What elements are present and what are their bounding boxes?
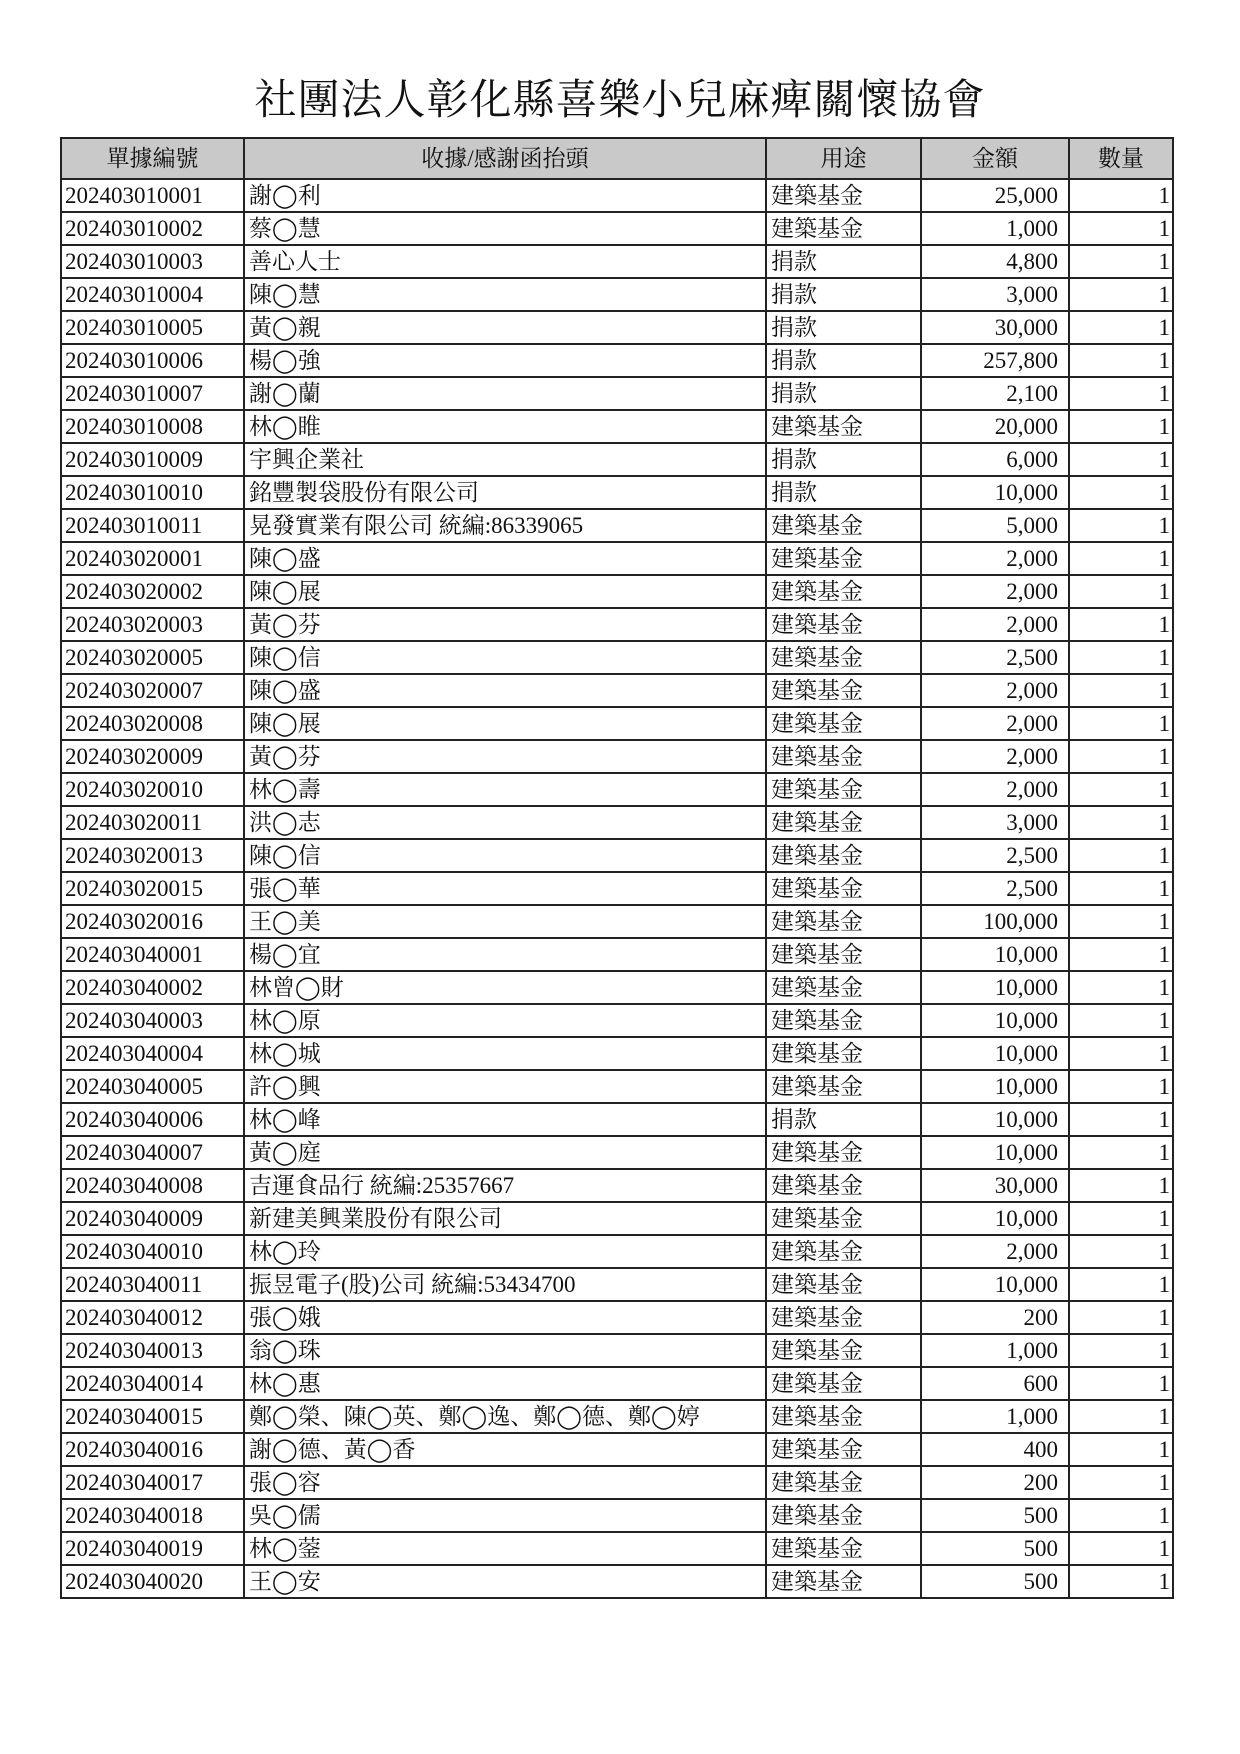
table-row: [61, 1466, 1173, 1499]
cell-purpose: 捐款: [766, 1103, 921, 1136]
table-row: [61, 1334, 1173, 1367]
table-header-row: [61, 138, 1173, 179]
cell-quantity: 1: [1069, 674, 1173, 707]
cell-purpose: 建築基金: [766, 971, 921, 1004]
cell-purpose: 建築基金: [766, 1235, 921, 1268]
table-row: [61, 410, 1173, 443]
cell-receipt-number: 202403040001: [61, 938, 244, 971]
cell-amount: 2,000: [921, 773, 1069, 806]
cell-amount: 2,000: [921, 542, 1069, 575]
table-body: [61, 179, 1173, 1598]
cell-purpose: 建築基金: [766, 179, 921, 212]
table-row: [61, 839, 1173, 872]
cell-amount: 400: [921, 1433, 1069, 1466]
cell-receipt-title: 謝◯德、黃◯香: [244, 1433, 766, 1466]
cell-amount: 2,000: [921, 1235, 1069, 1268]
cell-quantity: 1: [1069, 509, 1173, 542]
cell-receipt-title: 陳◯信: [244, 641, 766, 674]
cell-quantity: 1: [1069, 542, 1173, 575]
cell-receipt-title: 陳◯慧: [244, 278, 766, 311]
cell-receipt-title: 翁◯珠: [244, 1334, 766, 1367]
cell-purpose: 建築基金: [766, 1169, 921, 1202]
cell-quantity: 1: [1069, 1334, 1173, 1367]
table-row: [61, 806, 1173, 839]
cell-purpose: 建築基金: [766, 707, 921, 740]
cell-amount: 10,000: [921, 1037, 1069, 1070]
cell-amount: 10,000: [921, 938, 1069, 971]
cell-receipt-number: 202403020007: [61, 674, 244, 707]
cell-purpose: 建築基金: [766, 1004, 921, 1037]
table-row: [61, 542, 1173, 575]
cell-receipt-title: 林◯城: [244, 1037, 766, 1070]
cell-purpose: 捐款: [766, 443, 921, 476]
cell-amount: 500: [921, 1565, 1069, 1598]
cell-receipt-number: 202403010008: [61, 410, 244, 443]
cell-receipt-number: 202403040007: [61, 1136, 244, 1169]
cell-receipt-number: 202403020009: [61, 740, 244, 773]
cell-receipt-number: 202403020011: [61, 806, 244, 839]
cell-quantity: 1: [1069, 245, 1173, 278]
table-row: [61, 938, 1173, 971]
table-row: [61, 641, 1173, 674]
cell-receipt-title: 黃◯親: [244, 311, 766, 344]
document-title: 社團法人彰化縣喜樂小兒麻痺關懷協會: [254, 75, 986, 124]
cell-receipt-title: 謝◯利: [244, 179, 766, 212]
donation-table: [60, 137, 1174, 1599]
cell-amount: 2,500: [921, 872, 1069, 905]
cell-purpose: 捐款: [766, 311, 921, 344]
table-row: [61, 212, 1173, 245]
cell-amount: 200: [921, 1466, 1069, 1499]
cell-receipt-title: 陳◯信: [244, 839, 766, 872]
cell-quantity: 1: [1069, 1301, 1173, 1334]
cell-purpose: 捐款: [766, 344, 921, 377]
column-header-purpose: 用途: [766, 138, 921, 179]
cell-amount: 10,000: [921, 476, 1069, 509]
cell-amount: 2,000: [921, 740, 1069, 773]
cell-amount: 3,000: [921, 806, 1069, 839]
cell-receipt-title: 林◯蓥: [244, 1532, 766, 1565]
cell-purpose: 建築基金: [766, 1466, 921, 1499]
cell-quantity: 1: [1069, 905, 1173, 938]
cell-quantity: 1: [1069, 278, 1173, 311]
cell-quantity: 1: [1069, 707, 1173, 740]
table-row: [61, 1268, 1173, 1301]
table-row: [61, 311, 1173, 344]
cell-amount: 5,000: [921, 509, 1069, 542]
table-row: [61, 377, 1173, 410]
cell-receipt-title: 銘豐製袋股份有限公司: [244, 476, 766, 509]
cell-quantity: 1: [1069, 179, 1173, 212]
cell-purpose: 建築基金: [766, 1499, 921, 1532]
cell-receipt-number: 202403010005: [61, 311, 244, 344]
cell-receipt-title: 楊◯宜: [244, 938, 766, 971]
cell-purpose: 建築基金: [766, 1037, 921, 1070]
cell-quantity: 1: [1069, 971, 1173, 1004]
cell-amount: 200: [921, 1301, 1069, 1334]
cell-receipt-title: 張◯娥: [244, 1301, 766, 1334]
table-row: [61, 1433, 1173, 1466]
cell-receipt-number: 202403010006: [61, 344, 244, 377]
cell-quantity: 1: [1069, 938, 1173, 971]
cell-receipt-number: 202403040010: [61, 1235, 244, 1268]
table-row: [61, 971, 1173, 1004]
cell-amount: 10,000: [921, 1103, 1069, 1136]
column-header-quantity: 數量: [1069, 138, 1173, 179]
column-header-amount: 金額: [921, 138, 1069, 179]
cell-receipt-number: 202403040011: [61, 1268, 244, 1301]
cell-amount: 3,000: [921, 278, 1069, 311]
cell-receipt-number: 202403020013: [61, 839, 244, 872]
cell-quantity: 1: [1069, 311, 1173, 344]
cell-receipt-number: 202403020005: [61, 641, 244, 674]
cell-purpose: 建築基金: [766, 509, 921, 542]
cell-receipt-number: 202403040015: [61, 1400, 244, 1433]
cell-receipt-number: 202403040018: [61, 1499, 244, 1532]
table-row: [61, 1532, 1173, 1565]
table-row: [61, 1004, 1173, 1037]
cell-receipt-number: 202403040003: [61, 1004, 244, 1037]
cell-amount: 600: [921, 1367, 1069, 1400]
column-header-receipt-title: 收據/感謝函抬頭: [244, 138, 766, 179]
cell-receipt-number: 202403040012: [61, 1301, 244, 1334]
cell-quantity: 1: [1069, 1136, 1173, 1169]
table-row: [61, 1070, 1173, 1103]
table-row: [61, 674, 1173, 707]
cell-amount: 2,500: [921, 839, 1069, 872]
cell-quantity: 1: [1069, 1169, 1173, 1202]
cell-amount: 2,000: [921, 674, 1069, 707]
table-row: [61, 1565, 1173, 1598]
cell-receipt-number: 202403040013: [61, 1334, 244, 1367]
cell-receipt-title: 晃發實業有限公司 統編:86339065: [244, 509, 766, 542]
cell-receipt-number: 202403040004: [61, 1037, 244, 1070]
table-row: [61, 773, 1173, 806]
cell-quantity: 1: [1069, 212, 1173, 245]
cell-purpose: 建築基金: [766, 1136, 921, 1169]
cell-quantity: 1: [1069, 839, 1173, 872]
cell-receipt-number: 202403020016: [61, 905, 244, 938]
cell-quantity: 1: [1069, 410, 1173, 443]
table-row: [61, 575, 1173, 608]
cell-receipt-number: 202403040005: [61, 1070, 244, 1103]
cell-receipt-title: 林◯玲: [244, 1235, 766, 1268]
cell-amount: 2,500: [921, 641, 1069, 674]
cell-receipt-title: 蔡◯慧: [244, 212, 766, 245]
table-row: [61, 1499, 1173, 1532]
cell-receipt-title: 林◯原: [244, 1004, 766, 1037]
table-row: [61, 509, 1173, 542]
cell-purpose: 建築基金: [766, 1367, 921, 1400]
cell-amount: 30,000: [921, 311, 1069, 344]
cell-receipt-title: 楊◯強: [244, 344, 766, 377]
cell-amount: 500: [921, 1499, 1069, 1532]
cell-purpose: 建築基金: [766, 641, 921, 674]
table-row: [61, 740, 1173, 773]
cell-purpose: 建築基金: [766, 905, 921, 938]
table-row: [61, 179, 1173, 212]
cell-receipt-title: 黃◯芬: [244, 608, 766, 641]
table-row: [61, 905, 1173, 938]
table-row: [61, 707, 1173, 740]
cell-receipt-number: 202403010002: [61, 212, 244, 245]
cell-receipt-number: 202403020003: [61, 608, 244, 641]
cell-receipt-title: 陳◯盛: [244, 542, 766, 575]
cell-purpose: 捐款: [766, 245, 921, 278]
cell-receipt-title: 王◯安: [244, 1565, 766, 1598]
cell-receipt-number: 202403040016: [61, 1433, 244, 1466]
cell-receipt-title: 林◯壽: [244, 773, 766, 806]
cell-receipt-title: 陳◯展: [244, 575, 766, 608]
cell-receipt-number: 202403040006: [61, 1103, 244, 1136]
cell-receipt-title: 許◯興: [244, 1070, 766, 1103]
cell-purpose: 建築基金: [766, 740, 921, 773]
cell-quantity: 1: [1069, 1004, 1173, 1037]
cell-receipt-title: 王◯美: [244, 905, 766, 938]
cell-quantity: 1: [1069, 608, 1173, 641]
cell-purpose: 建築基金: [766, 1532, 921, 1565]
table-row: [61, 1136, 1173, 1169]
cell-receipt-number: 202403040009: [61, 1202, 244, 1235]
cell-purpose: 建築基金: [766, 1301, 921, 1334]
cell-receipt-title: 吳◯儒: [244, 1499, 766, 1532]
cell-receipt-title: 謝◯蘭: [244, 377, 766, 410]
cell-receipt-title: 林◯睢: [244, 410, 766, 443]
cell-quantity: 1: [1069, 641, 1173, 674]
cell-receipt-title: 陳◯盛: [244, 674, 766, 707]
table-row: [61, 1103, 1173, 1136]
cell-amount: 257,800: [921, 344, 1069, 377]
cell-amount: 2,100: [921, 377, 1069, 410]
cell-receipt-number: 202403040017: [61, 1466, 244, 1499]
table-row: [61, 1367, 1173, 1400]
cell-receipt-title: 陳◯展: [244, 707, 766, 740]
table-row: [61, 1301, 1173, 1334]
cell-receipt-title: 宇興企業社: [244, 443, 766, 476]
cell-receipt-number: 202403010004: [61, 278, 244, 311]
cell-quantity: 1: [1069, 443, 1173, 476]
cell-purpose: 建築基金: [766, 212, 921, 245]
cell-receipt-number: 202403010001: [61, 179, 244, 212]
cell-amount: 25,000: [921, 179, 1069, 212]
cell-quantity: 1: [1069, 377, 1173, 410]
cell-purpose: 建築基金: [766, 410, 921, 443]
cell-purpose: 建築基金: [766, 1433, 921, 1466]
cell-amount: 2,000: [921, 707, 1069, 740]
cell-amount: 10,000: [921, 971, 1069, 1004]
cell-quantity: 1: [1069, 1565, 1173, 1598]
table-row: [61, 1235, 1173, 1268]
cell-amount: 4,800: [921, 245, 1069, 278]
cell-receipt-title: 林◯惠: [244, 1367, 766, 1400]
cell-quantity: 1: [1069, 1466, 1173, 1499]
cell-purpose: 捐款: [766, 377, 921, 410]
cell-receipt-number: 202403020002: [61, 575, 244, 608]
cell-quantity: 1: [1069, 1070, 1173, 1103]
table-row: [61, 476, 1173, 509]
table-row: [61, 1037, 1173, 1070]
cell-amount: 2,000: [921, 608, 1069, 641]
cell-purpose: 建築基金: [766, 542, 921, 575]
cell-receipt-title: 洪◯志: [244, 806, 766, 839]
cell-purpose: 建築基金: [766, 674, 921, 707]
cell-quantity: 1: [1069, 575, 1173, 608]
cell-amount: 6,000: [921, 443, 1069, 476]
table-row: [61, 1169, 1173, 1202]
cell-receipt-number: 202403040014: [61, 1367, 244, 1400]
cell-quantity: 1: [1069, 872, 1173, 905]
cell-receipt-title: 黃◯庭: [244, 1136, 766, 1169]
cell-amount: 10,000: [921, 1136, 1069, 1169]
cell-amount: 20,000: [921, 410, 1069, 443]
table-row: [61, 872, 1173, 905]
cell-amount: 10,000: [921, 1070, 1069, 1103]
cell-purpose: 建築基金: [766, 608, 921, 641]
table-row: [61, 1202, 1173, 1235]
cell-receipt-number: 202403040002: [61, 971, 244, 1004]
cell-receipt-number: 202403020010: [61, 773, 244, 806]
column-header-receipt-number: 單據編號: [61, 138, 244, 179]
cell-quantity: 1: [1069, 1235, 1173, 1268]
cell-receipt-number: 202403010007: [61, 377, 244, 410]
cell-quantity: 1: [1069, 1037, 1173, 1070]
cell-amount: 10,000: [921, 1202, 1069, 1235]
cell-receipt-number: 202403010009: [61, 443, 244, 476]
cell-amount: 10,000: [921, 1004, 1069, 1037]
cell-receipt-title: 黃◯芬: [244, 740, 766, 773]
cell-purpose: 建築基金: [766, 1334, 921, 1367]
cell-purpose: 捐款: [766, 278, 921, 311]
cell-receipt-number: 202403020008: [61, 707, 244, 740]
cell-quantity: 1: [1069, 1499, 1173, 1532]
table-row: [61, 245, 1173, 278]
cell-amount: 100,000: [921, 905, 1069, 938]
cell-purpose: 建築基金: [766, 872, 921, 905]
cell-receipt-title: 張◯容: [244, 1466, 766, 1499]
cell-purpose: 捐款: [766, 476, 921, 509]
cell-quantity: 1: [1069, 773, 1173, 806]
cell-amount: 1,000: [921, 1334, 1069, 1367]
cell-receipt-number: 202403040020: [61, 1565, 244, 1598]
cell-purpose: 建築基金: [766, 1202, 921, 1235]
table-row: [61, 443, 1173, 476]
cell-quantity: 1: [1069, 740, 1173, 773]
cell-receipt-number: 202403010010: [61, 476, 244, 509]
cell-receipt-number: 202403040008: [61, 1169, 244, 1202]
cell-purpose: 建築基金: [766, 1400, 921, 1433]
cell-purpose: 建築基金: [766, 1268, 921, 1301]
cell-amount: 2,000: [921, 575, 1069, 608]
cell-purpose: 建築基金: [766, 938, 921, 971]
cell-purpose: 建築基金: [766, 806, 921, 839]
cell-purpose: 建築基金: [766, 839, 921, 872]
cell-receipt-title: 新建美興業股份有限公司: [244, 1202, 766, 1235]
table-row: [61, 608, 1173, 641]
cell-quantity: 1: [1069, 1400, 1173, 1433]
table-row: [61, 1400, 1173, 1433]
cell-receipt-title: 林曾◯財: [244, 971, 766, 1004]
cell-receipt-title: 振昱電子(股)公司 統編:53434700: [244, 1268, 766, 1301]
cell-quantity: 1: [1069, 1103, 1173, 1136]
cell-receipt-title: 林◯峰: [244, 1103, 766, 1136]
cell-receipt-number: 202403020015: [61, 872, 244, 905]
table-row: [61, 278, 1173, 311]
cell-amount: 500: [921, 1532, 1069, 1565]
cell-quantity: 1: [1069, 1202, 1173, 1235]
cell-purpose: 建築基金: [766, 773, 921, 806]
table-row: [61, 344, 1173, 377]
cell-purpose: 建築基金: [766, 1565, 921, 1598]
cell-receipt-title: 善心人士: [244, 245, 766, 278]
cell-amount: 1,000: [921, 1400, 1069, 1433]
cell-amount: 30,000: [921, 1169, 1069, 1202]
cell-quantity: 1: [1069, 1433, 1173, 1466]
cell-receipt-number: 202403010003: [61, 245, 244, 278]
cell-amount: 10,000: [921, 1268, 1069, 1301]
cell-quantity: 1: [1069, 344, 1173, 377]
cell-quantity: 1: [1069, 1367, 1173, 1400]
cell-receipt-title: 鄭◯榮、陳◯英、鄭◯逸、鄭◯德、鄭◯婷: [244, 1400, 766, 1433]
cell-quantity: 1: [1069, 806, 1173, 839]
cell-receipt-number: 202403010011: [61, 509, 244, 542]
cell-quantity: 1: [1069, 1268, 1173, 1301]
cell-receipt-number: 202403040019: [61, 1532, 244, 1565]
cell-purpose: 建築基金: [766, 575, 921, 608]
cell-amount: 1,000: [921, 212, 1069, 245]
cell-quantity: 1: [1069, 1532, 1173, 1565]
cell-purpose: 建築基金: [766, 1070, 921, 1103]
cell-receipt-title: 吉運食品行 統編:25357667: [244, 1169, 766, 1202]
cell-receipt-title: 張◯華: [244, 872, 766, 905]
cell-quantity: 1: [1069, 476, 1173, 509]
cell-receipt-number: 202403020001: [61, 542, 244, 575]
